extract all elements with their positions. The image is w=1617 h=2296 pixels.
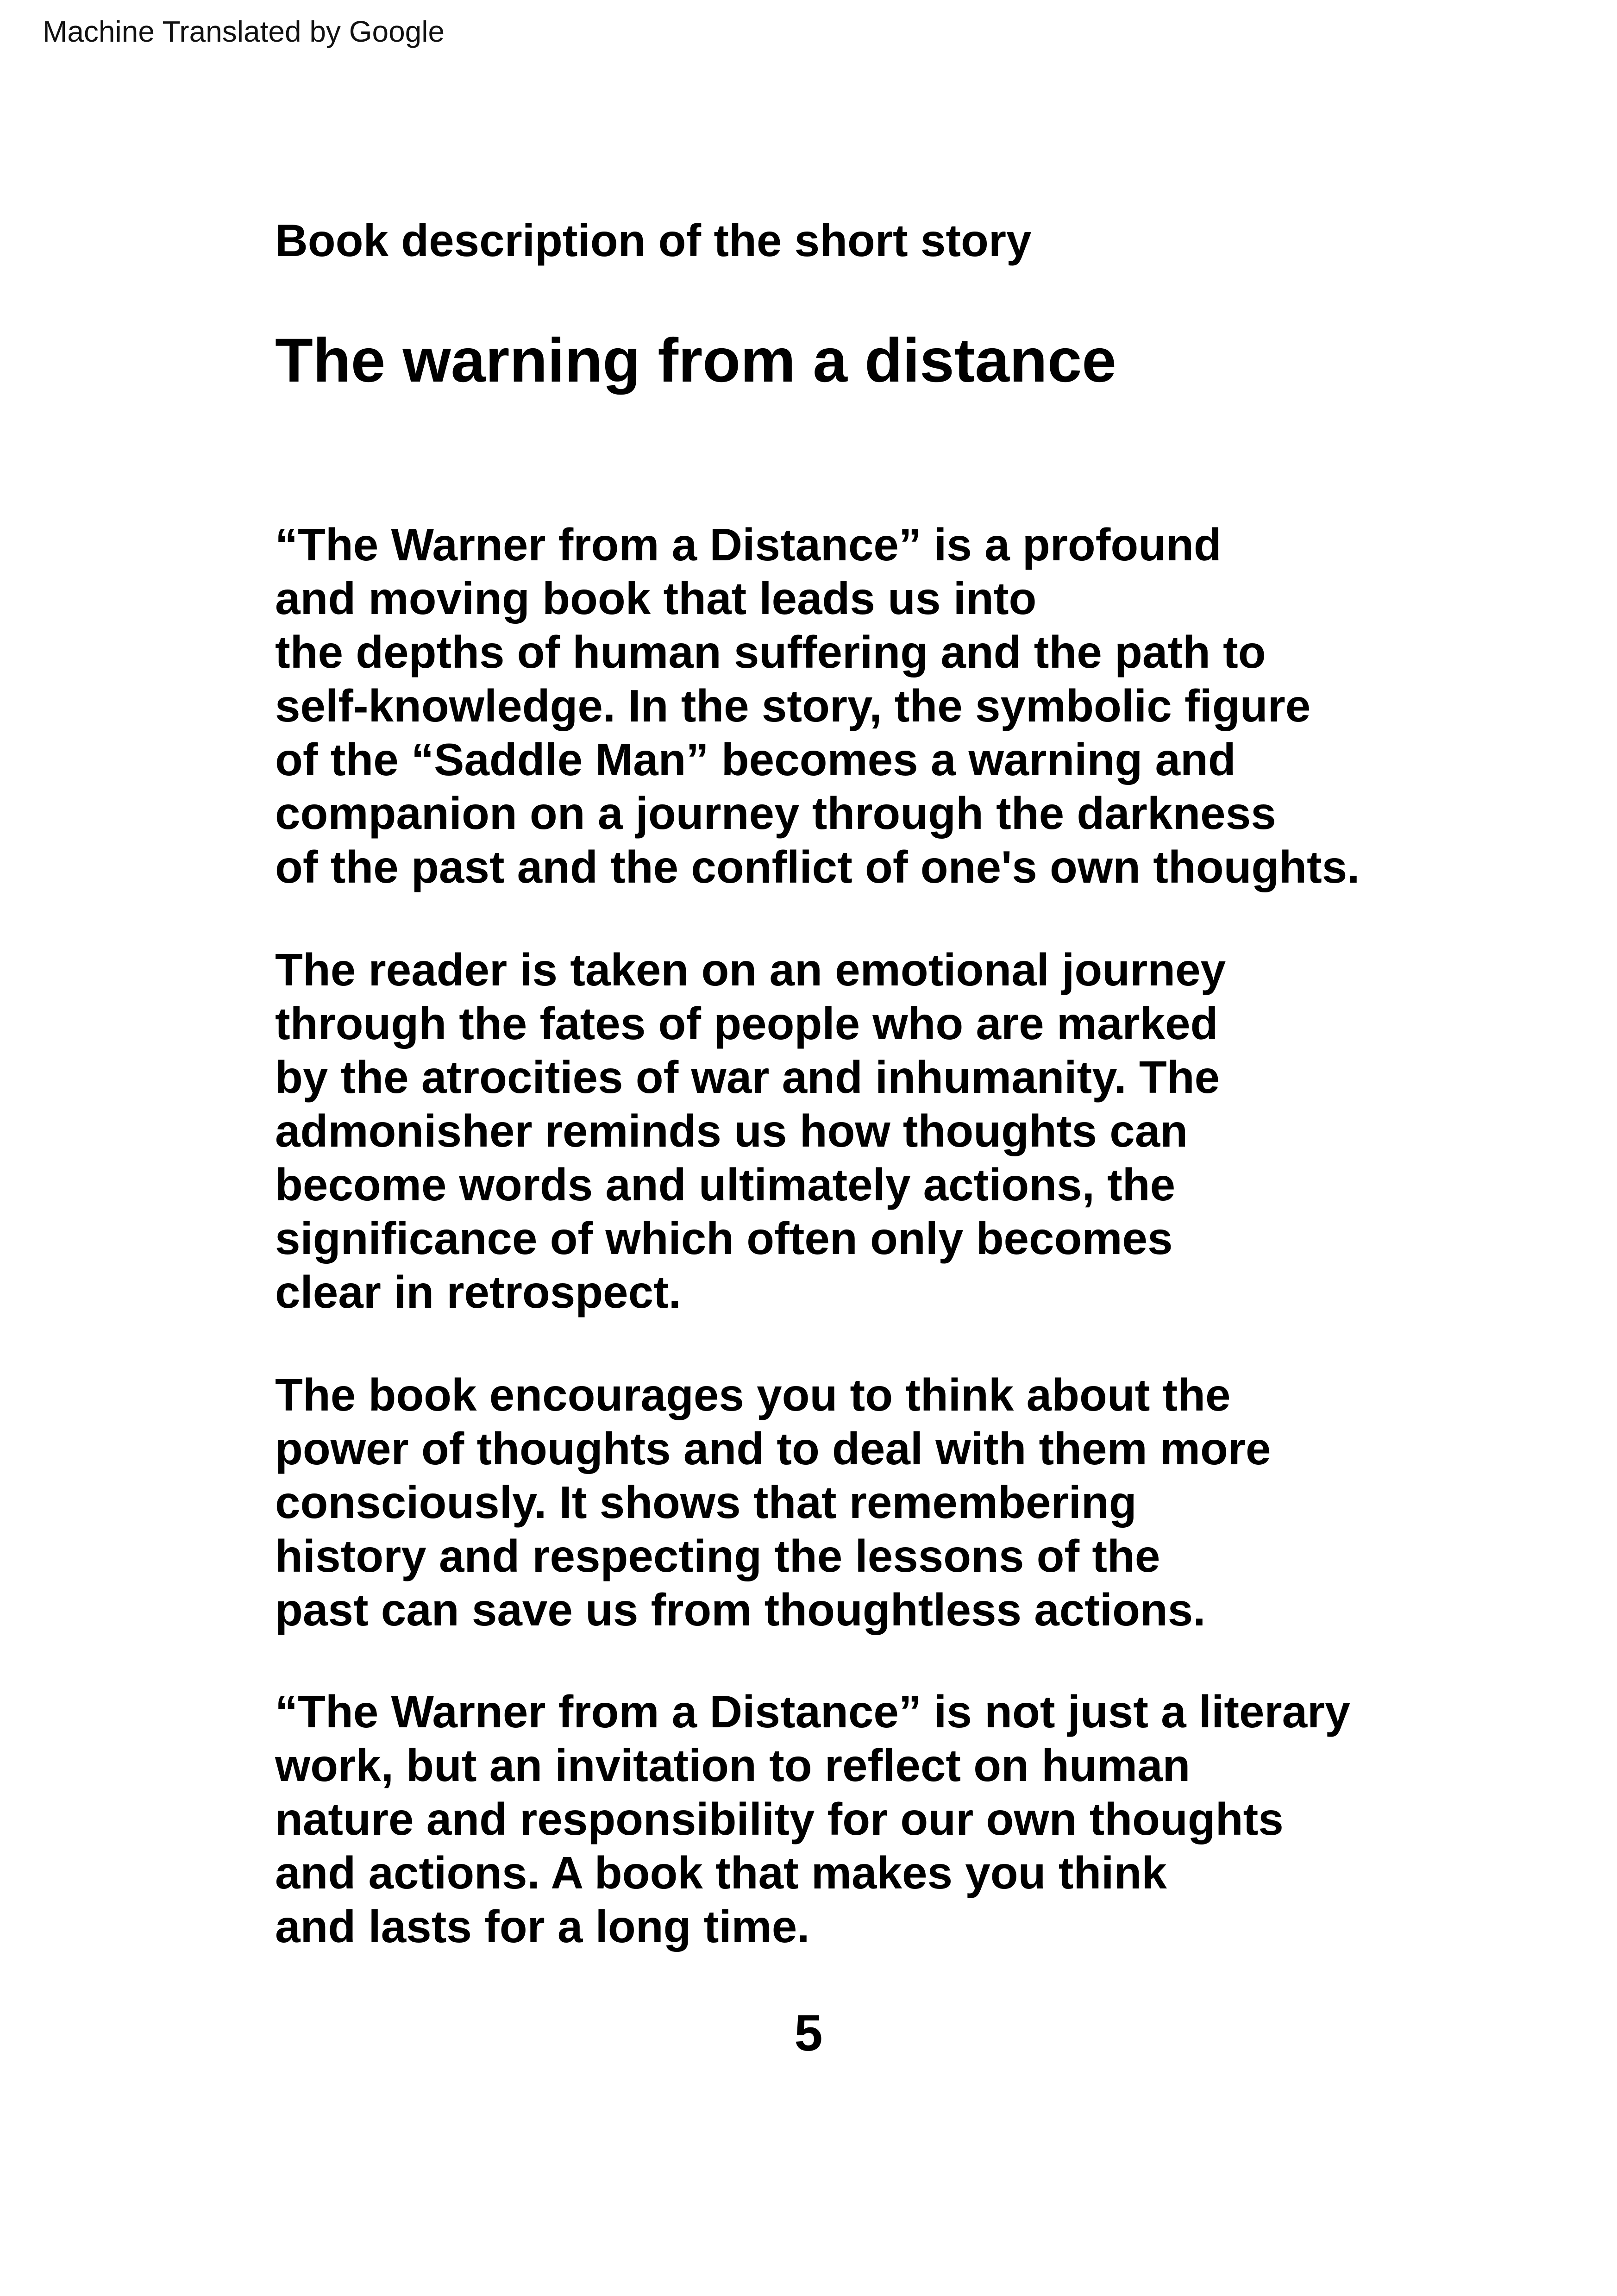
paragraph-line: of the past and the conflict of one's own thoughts. (275, 841, 1360, 892)
paragraph-line: nature and responsibility for our own thoughts (275, 1794, 1284, 1844)
paragraph-line: self-knowledge. In the story, the symbolic figure (275, 680, 1311, 731)
paragraph-line: admonisher reminds us how thoughts can (275, 1105, 1188, 1156)
paragraph-line: of the “Saddle Man” becomes a warning and (275, 734, 1236, 785)
paragraph-3 (275, 1368, 1271, 1637)
page-title: The warning from a distance (275, 326, 1116, 395)
paragraph-line: through the fates of people who are marked (275, 998, 1218, 1049)
machine-translation-banner: Machine Translated by Google (43, 15, 445, 48)
paragraph-line: and lasts for a long time. (275, 1901, 810, 1952)
paragraph-line: significance of which often only becomes (275, 1213, 1173, 1264)
paragraph-line: power of thoughts and to deal with them more (275, 1423, 1271, 1474)
paragraph-line: history and respecting the lessons of the (275, 1531, 1160, 1581)
paragraph-line: consciously. It shows that remembering (275, 1477, 1137, 1528)
paragraph-line: work, but an invitation to reflect on human (275, 1740, 1191, 1791)
page-number: 5 (794, 2005, 823, 2062)
paragraph-line: and actions. A book that makes you think (275, 1847, 1167, 1898)
paragraph-line: companion on a journey through the darkness (275, 788, 1276, 839)
paragraph-1 (275, 518, 1360, 894)
paragraph-line: the depths of human suffering and the path to (275, 627, 1266, 678)
paragraph-line: past can save us from thoughtless actions. (275, 1584, 1206, 1635)
paragraph-line: and moving book that leads us into (275, 573, 1037, 624)
page-subtitle: Book description of the short story (275, 215, 1032, 266)
paragraph-line: by the atrocities of war and inhumanity. The (275, 1052, 1220, 1103)
paragraph-2 (275, 943, 1226, 1319)
paragraph-line: become words and ultimately actions, the (275, 1159, 1176, 1210)
paragraph-4 (275, 1685, 1350, 1953)
paragraph-line: The book encourages you to think about the (275, 1369, 1231, 1420)
paragraph-line: The reader is taken on an emotional journey (275, 944, 1226, 995)
paragraph-line: “The Warner from a Distance” is not just a literary (275, 1686, 1350, 1737)
paragraph-line: “The Warner from a Distance” is a profound (275, 519, 1222, 570)
paragraph-line: clear in retrospect. (275, 1267, 681, 1317)
